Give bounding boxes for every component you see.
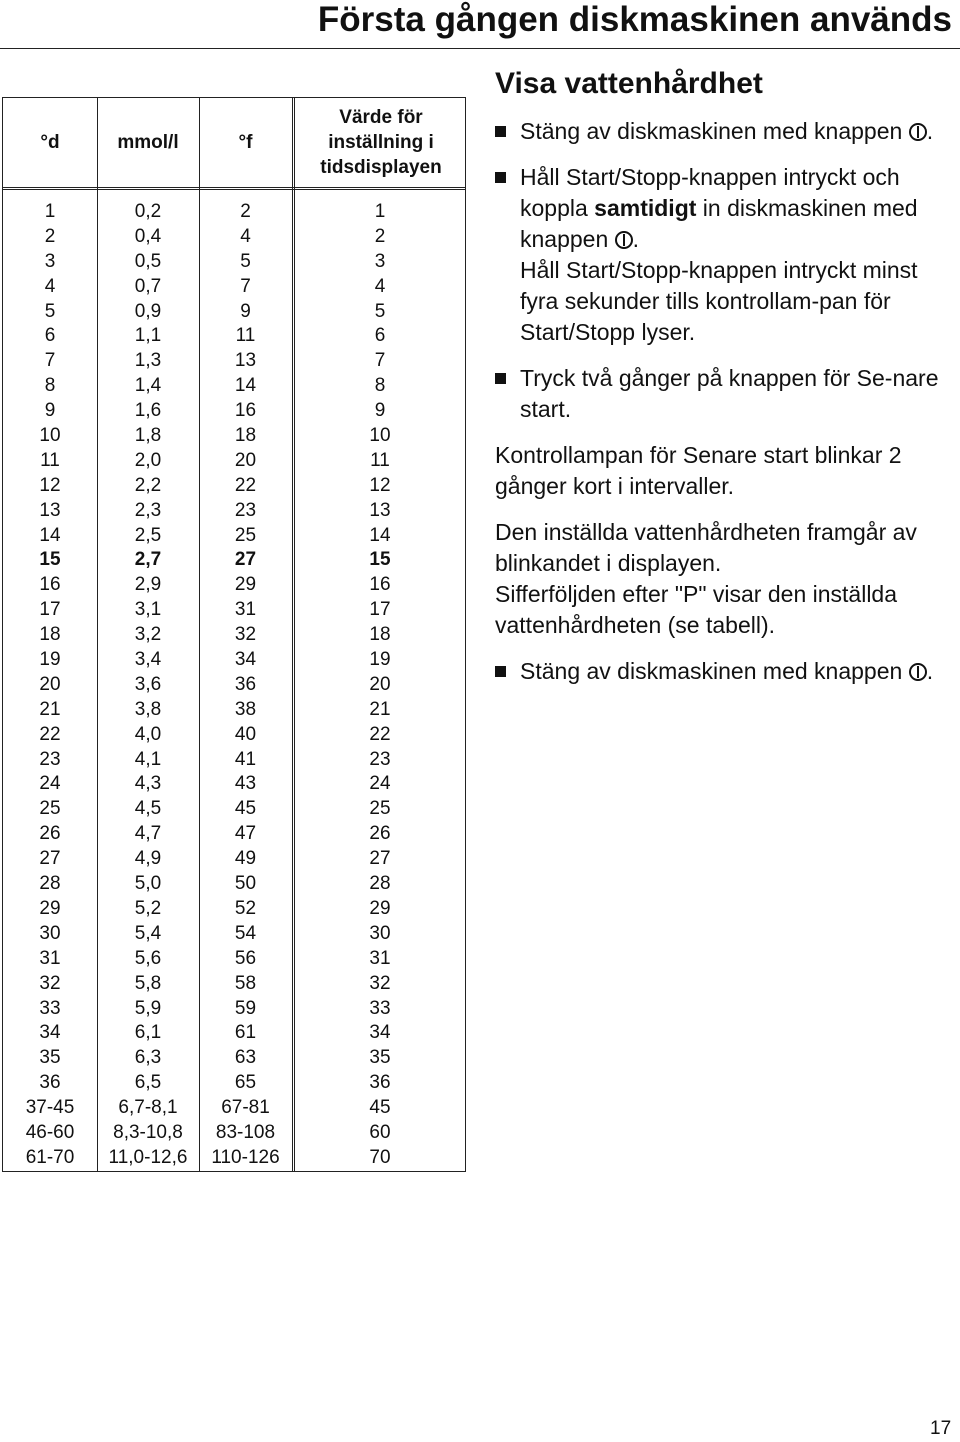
instruction-text: Stäng av diskmaskinen med knappen [520, 658, 903, 684]
table-cell: 33 [39, 997, 61, 1019]
table-cell: 1,6 [134, 400, 162, 422]
emphasis-text: samtidigt [594, 195, 697, 221]
table-cell: 2,3 [134, 499, 162, 521]
table-row [3, 922, 465, 947]
table-cell: 3,8 [134, 698, 162, 720]
table-row [3, 399, 465, 424]
table-cell: 14 [369, 524, 391, 546]
table-row [3, 275, 465, 300]
table-cell: 28 [369, 873, 391, 895]
table-cell: 7 [374, 350, 386, 372]
table-cell: 34 [234, 649, 257, 671]
table-cell: 18 [39, 624, 61, 646]
table-cell: 4 [374, 275, 386, 297]
table-cell: 4,3 [134, 773, 162, 795]
table-row [3, 598, 465, 623]
table-cell: 5,2 [134, 897, 162, 919]
header-rule [0, 48, 960, 49]
table-cell: 46-60 [25, 1121, 75, 1143]
table-cell: 61-70 [25, 1146, 75, 1168]
table-row [3, 1071, 465, 1096]
table-cell: 43 [234, 773, 257, 795]
table-cell: 52 [234, 897, 257, 919]
table-cell: 10 [39, 425, 61, 447]
section-title: Visa vattenhårdhet [495, 67, 763, 100]
instruction-item [495, 162, 960, 348]
table-cell: 14 [234, 375, 257, 397]
table-cell: 0,5 [134, 250, 162, 272]
table-cell: 2,5 [134, 524, 162, 546]
table-cell: 2 [374, 225, 386, 247]
power-button-icon [615, 231, 633, 249]
table-cell: 13 [39, 499, 61, 521]
table-cell: 16 [369, 574, 391, 596]
table-cell: 2,0 [134, 449, 162, 471]
table-cell: 1 [374, 201, 386, 222]
table-cell: 65 [234, 1072, 257, 1094]
table-cell: 11,0-12,6 [108, 1146, 188, 1168]
table-cell: 5 [240, 250, 251, 272]
table-body [3, 200, 465, 1171]
table-cell: 26 [369, 823, 391, 845]
table-cell: 110-126 [211, 1146, 280, 1168]
table-row [3, 225, 465, 250]
table-cell: 63 [234, 1047, 257, 1069]
header-fh: °f [238, 132, 253, 153]
info-paragraph [495, 517, 960, 641]
info-text: Den inställda vattenhårdheten framgår av blinkandet i displayen. [495, 519, 917, 576]
table-cell: 2 [44, 225, 56, 247]
table-cell: 54 [234, 922, 257, 944]
table-cell: 9 [374, 400, 386, 422]
table-cell: 27 [39, 848, 61, 870]
table-cell: 5,9 [134, 997, 162, 1019]
table-row [3, 623, 465, 648]
table-cell: 13 [234, 350, 257, 372]
table-cell: 0,9 [134, 300, 162, 322]
header-dh: °d [40, 132, 60, 153]
bullet-square-icon [495, 126, 506, 137]
table-cell: 11 [370, 449, 390, 471]
section-show-water-hardness [495, 64, 960, 702]
table-cell: 25 [39, 798, 61, 820]
table-row [3, 872, 465, 897]
table-row [3, 1021, 465, 1046]
instruction-item [495, 656, 960, 687]
table-cell: 25 [234, 524, 257, 546]
table-cell: 11 [235, 325, 256, 347]
table-cell: 22 [234, 474, 257, 496]
table-cell: 59 [234, 997, 257, 1019]
table-cell: 6,7-8,1 [118, 1097, 178, 1119]
table-row [3, 797, 465, 822]
info-paragraph: Kontrollampan för Senare start blinkar 2 gånger kort i intervaller. [495, 442, 902, 499]
table-cell: 40 [234, 723, 257, 745]
table-cell: 12 [369, 474, 391, 496]
table-cell: 9 [240, 300, 251, 322]
table-row [3, 349, 465, 374]
table-cell: 28 [39, 873, 61, 895]
table-row [3, 424, 465, 449]
table-cell: 32 [369, 972, 391, 994]
table-cell: 8 [44, 375, 56, 397]
table-cell: 32 [234, 624, 257, 646]
table-cell: 2 [240, 201, 251, 222]
table-cell: 30 [369, 922, 391, 944]
table-cell: 32 [39, 972, 61, 994]
table-cell: 1 [44, 201, 56, 222]
table-cell: 0,4 [134, 225, 162, 247]
table-row [3, 474, 465, 499]
table-cell: 10 [369, 425, 391, 447]
table-row [3, 947, 465, 972]
bullet-square-icon [495, 373, 506, 384]
table-cell: 6,1 [134, 1022, 162, 1044]
table-cell: 31 [369, 947, 391, 969]
table-cell: 5,6 [134, 947, 162, 969]
table-cell: 5,0 [134, 873, 162, 895]
table-cell: 21 [369, 698, 391, 720]
table-row [3, 648, 465, 673]
table-cell: 36 [234, 673, 257, 695]
table-cell: 61 [234, 1022, 257, 1044]
table-cell: 45 [234, 798, 257, 820]
instruction-text: Håll Start/Stopp-knappen intryckt och koppla [520, 164, 900, 221]
table-cell: 1,1 [134, 325, 162, 347]
table-cell: 33 [369, 997, 391, 1019]
table-cell: 23 [369, 748, 391, 770]
table-row [3, 324, 465, 349]
page-number: 17 [930, 1418, 952, 1439]
table-cell: 17 [369, 599, 391, 621]
table-cell: 15 [39, 549, 61, 571]
table-cell: 5 [44, 300, 56, 322]
instruction-text: Tryck två gånger på knappen för Se-nare start. [520, 365, 939, 422]
header-divider [3, 187, 465, 190]
table-cell: 3,1 [134, 599, 162, 621]
table-cell: 20 [369, 673, 391, 695]
table-cell: 18 [369, 624, 391, 646]
header-mmol: mmol/l [117, 132, 179, 153]
table-cell: 12 [39, 474, 61, 496]
table-row [3, 822, 465, 847]
table-cell: 3,2 [134, 624, 162, 646]
table-cell: 23 [39, 748, 61, 770]
table-cell: 41 [234, 748, 257, 770]
table-cell: 45 [369, 1097, 391, 1119]
table-cell: 35 [39, 1047, 61, 1069]
table-cell: 5,8 [134, 972, 162, 994]
info-text: Sifferföljden efter "P" visar den inställda vattenhårdheten (se tabell). [495, 581, 898, 638]
table-cell: 6,5 [134, 1072, 162, 1094]
table-cell: 20 [39, 673, 61, 695]
instruction-item [495, 116, 960, 147]
table-cell: 34 [369, 1022, 391, 1044]
table-row [3, 698, 465, 723]
water-hardness-table [2, 97, 466, 1172]
table-cell: 3 [44, 250, 56, 272]
instruction-text: Håll Start/Stopp-knappen intryckt minst fyra sekunder tills kontrollam-pan för Start/Stopp lyser. [520, 257, 918, 345]
table-row [3, 772, 465, 797]
table-row [3, 1046, 465, 1071]
table-cell: 24 [39, 773, 61, 795]
table-cell: 4 [240, 225, 251, 247]
table-cell: 35 [369, 1047, 391, 1069]
table-row [3, 374, 465, 399]
table-cell: 4 [44, 275, 56, 297]
table-cell: 4,7 [134, 823, 162, 845]
table-row [3, 997, 465, 1022]
table-row [3, 1121, 465, 1146]
table-cell: 37-45 [25, 1097, 75, 1119]
table-cell: 58 [234, 972, 257, 994]
table-cell: 60 [369, 1121, 391, 1143]
table-cell: 6 [44, 325, 56, 347]
table-cell: 20 [234, 449, 257, 471]
table-cell: 2,7 [134, 549, 162, 571]
page-title: Första gången diskmaskinen används [317, 0, 952, 39]
table-cell: 27 [234, 549, 257, 571]
table-cell: 1,4 [134, 375, 162, 397]
table-cell: 16 [39, 574, 61, 596]
table-cell: 2,9 [134, 574, 162, 596]
table-row [3, 1146, 465, 1171]
table-cell: 7 [240, 275, 251, 297]
table-cell: 3,4 [134, 649, 162, 671]
table-cell: 29 [39, 897, 61, 919]
table-cell: 22 [39, 723, 61, 745]
table-cell: 25 [369, 798, 391, 820]
table-cell: 15 [369, 549, 391, 571]
instruction-text: Stäng av diskmaskinen med knappen [520, 118, 903, 144]
table-cell: 4,1 [134, 748, 162, 770]
table-cell: 7 [44, 350, 56, 372]
table-cell: 56 [234, 947, 257, 969]
table-cell: 3 [374, 250, 386, 272]
table-row [3, 300, 465, 325]
table-cell: 11 [40, 449, 60, 471]
table-cell: 13 [369, 499, 391, 521]
table-row [3, 897, 465, 922]
table-cell: 2,2 [134, 474, 162, 496]
table-cell: 0,7 [134, 275, 162, 297]
period: . [632, 226, 640, 252]
table-cell: 6 [374, 325, 386, 347]
table-cell: 1,8 [134, 425, 162, 447]
table-cell: 21 [39, 698, 61, 720]
table-cell: 4,9 [134, 848, 162, 870]
table-row [3, 573, 465, 598]
table-row [3, 748, 465, 773]
instruction-text: in diskmaskinen med knappen [520, 195, 918, 252]
table-cell: 8 [374, 375, 386, 397]
table-cell: 14 [39, 524, 61, 546]
table-cell: 8,3-10,8 [113, 1121, 183, 1143]
table-cell: 27 [369, 848, 391, 870]
table-cell: 19 [39, 649, 61, 671]
table-cell: 70 [369, 1146, 391, 1168]
table-cell: 36 [39, 1072, 61, 1094]
table-cell: 30 [39, 922, 61, 944]
table-row [3, 847, 465, 872]
bullet-square-icon [495, 666, 506, 677]
table-cell: 67-81 [221, 1097, 270, 1119]
table-row [3, 499, 465, 524]
table-cell: 49 [234, 848, 257, 870]
table-cell: 5 [374, 300, 386, 322]
table-cell: 4,5 [134, 798, 162, 820]
table-cell: 4,0 [134, 723, 162, 745]
table-cell: 19 [369, 649, 391, 671]
power-button-icon [909, 123, 927, 141]
table-row [3, 449, 465, 474]
table-row [3, 972, 465, 997]
table-row [3, 673, 465, 698]
table-cell: 3,6 [134, 673, 162, 695]
table-cell: 47 [234, 823, 257, 845]
table-cell: 31 [234, 599, 257, 621]
table-cell: 17 [39, 599, 61, 621]
period: . [926, 658, 934, 684]
table-cell: 9 [44, 400, 56, 422]
table-row [3, 548, 465, 573]
power-button-icon [909, 663, 927, 681]
table-cell: 0,2 [134, 201, 162, 222]
table-cell: 18 [234, 425, 257, 447]
table-row [3, 200, 465, 225]
header-setting-value: Värde för inställning i tidsdisplayen [320, 107, 442, 178]
table-cell: 5,4 [134, 922, 162, 944]
table-cell: 38 [234, 698, 257, 720]
table-cell: 31 [39, 947, 61, 969]
table-cell: 6,3 [134, 1047, 162, 1069]
table-cell: 16 [234, 400, 257, 422]
table-cell: 29 [369, 897, 391, 919]
table-cell: 34 [39, 1022, 61, 1044]
table-cell: 50 [234, 873, 257, 895]
table-cell: 1,3 [134, 350, 162, 372]
table-cell: 24 [369, 773, 391, 795]
bullet-square-icon [495, 172, 506, 183]
period: . [926, 118, 934, 144]
table-cell: 29 [234, 574, 257, 596]
instruction-item [495, 363, 960, 425]
table-row [3, 723, 465, 748]
table-row [3, 524, 465, 549]
table-cell: 22 [369, 723, 391, 745]
table-cell: 23 [234, 499, 257, 521]
table-cell: 83-108 [215, 1121, 276, 1143]
table-cell: 26 [39, 823, 61, 845]
table-row [3, 250, 465, 275]
table-cell: 36 [369, 1072, 391, 1094]
table-row [3, 1096, 465, 1121]
